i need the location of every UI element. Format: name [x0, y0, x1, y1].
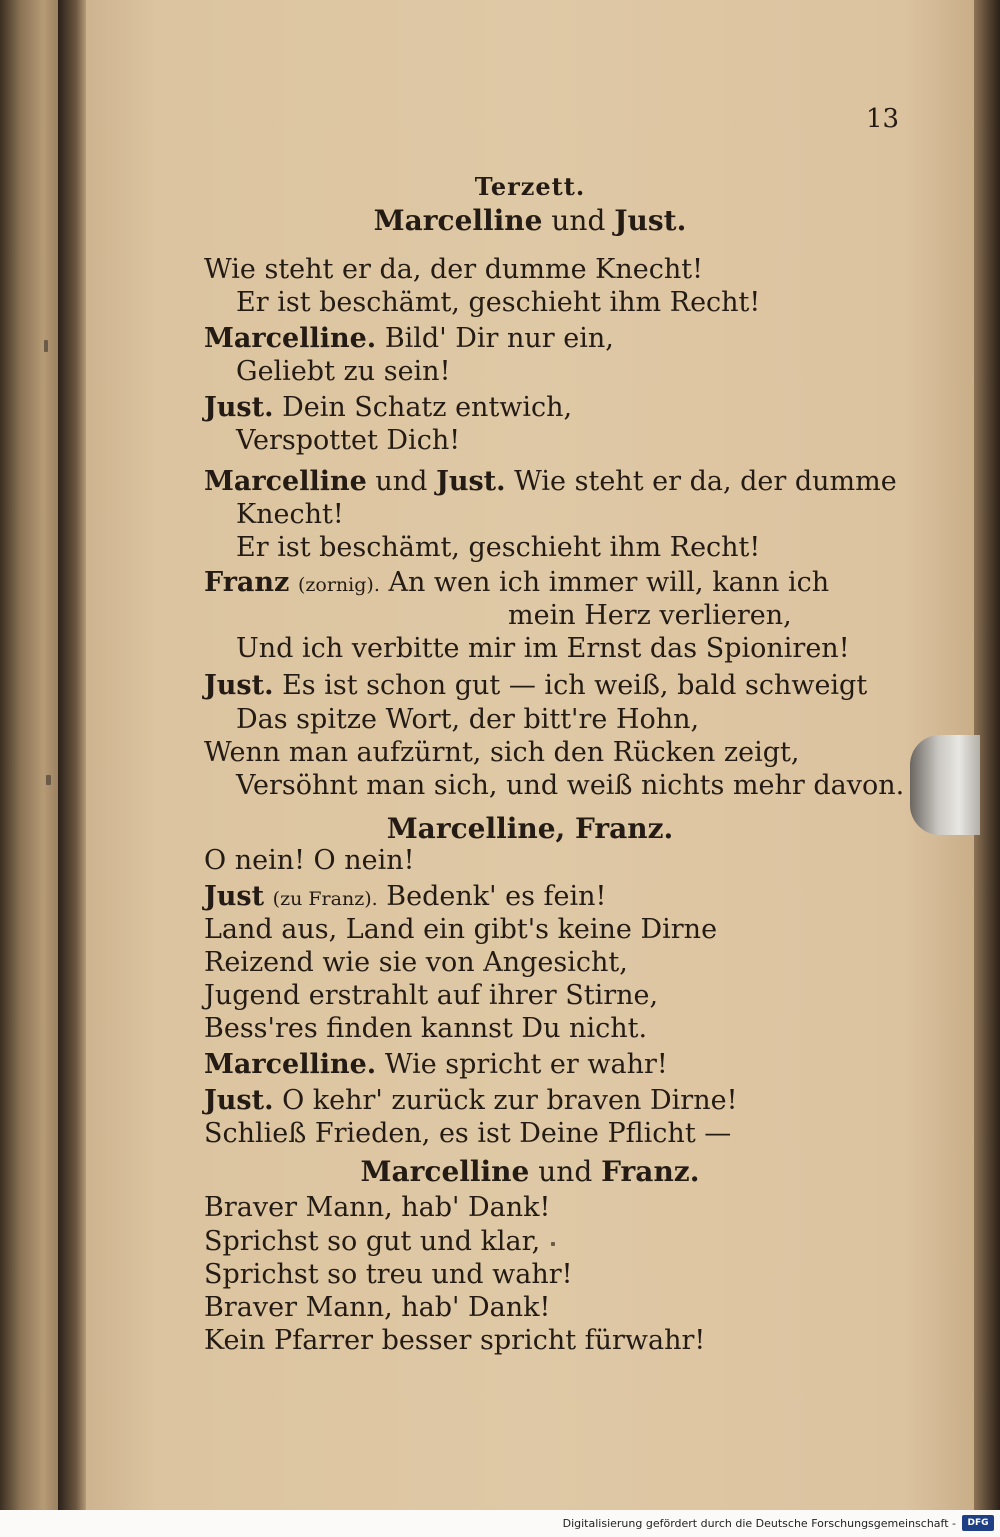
stage-direction: (zu Franz).: [272, 888, 378, 910]
speaker-name: Franz.: [601, 1155, 700, 1188]
speaker-name: Just.: [436, 466, 506, 497]
verse-line: [204, 566, 829, 602]
page-number: 13: [866, 104, 900, 134]
stage-direction: (zornig).: [297, 574, 380, 596]
verse-line: [204, 1048, 668, 1082]
verse-line: Wenn man aufzürnt, sich den Rücken zeigt,: [204, 737, 800, 768]
verse-line: Bess'res finden kannst Du nicht.: [204, 1013, 648, 1044]
verse-line: Braver Mann, hab' Dank!: [204, 1192, 551, 1223]
line-text: Wie spricht er wahr!: [384, 1049, 668, 1080]
verse-line: Land aus, Land ein gibt's keine Dirne: [204, 914, 718, 945]
verse-line: Er ist beschämt, geschieht ihm Recht!: [236, 287, 761, 318]
verse-line: Sprichst so gut und klar,: [204, 1226, 541, 1257]
section-title: Terzett.: [474, 172, 586, 201]
verse-line: Sprichst so treu und wahr!: [204, 1259, 573, 1290]
character-heading: [86, 204, 974, 237]
verse-line: Und ich verbitte mir im Ernst das Spioniren!: [236, 633, 850, 664]
verse-line: mein Herz verlieren,: [508, 600, 792, 631]
speaker-name: Franz: [204, 567, 290, 598]
line-text: Bedenk' es fein!: [386, 881, 607, 912]
book-gutter: [58, 0, 88, 1537]
speaker-name: Just.: [614, 204, 687, 237]
line-text: Wie steht er da, der dumme: [514, 466, 897, 497]
thumb-tab: [910, 735, 980, 835]
facing-page-edge: [0, 0, 58, 1537]
character-heading: Marcelline, Franz.: [386, 812, 674, 845]
verse-line: Schließ Frieden, es ist Deine Pflicht —: [204, 1118, 732, 1149]
verse-line: Geliebt zu sein!: [236, 356, 451, 387]
book-page: [86, 0, 974, 1510]
speaker-name: Just.: [204, 392, 274, 423]
character-heading: [86, 1155, 974, 1188]
verse-line: Das spitze Wort, der bitt're Hohn,: [236, 704, 700, 735]
speaker-name: Marcelline.: [204, 1049, 377, 1080]
speaker-name: Marcelline: [360, 1155, 530, 1188]
conjunction: und: [538, 1155, 593, 1188]
verse-line: Kein Pfarrer besser spricht fürwahr!: [204, 1325, 706, 1356]
verse-line: [204, 322, 614, 356]
line-text: An wen ich immer will, kann ich: [388, 567, 830, 598]
verse-line: [204, 465, 897, 499]
verse-line: Jugend erstrahlt auf ihrer Stirne,: [204, 980, 659, 1011]
verse-line: [204, 1084, 737, 1118]
verse-line: Versöhnt man sich, und weiß nichts mehr davon.: [236, 770, 905, 801]
verse-line: Er ist beschämt, geschieht ihm Recht!: [236, 532, 761, 563]
dfg-logo: DFG: [962, 1515, 994, 1531]
speaker-name: Marcelline: [204, 466, 367, 497]
speaker-name: Just.: [204, 670, 274, 701]
verse-line: [204, 669, 867, 703]
line-text: Bild' Dir nur ein,: [384, 323, 614, 354]
ink-mark: [551, 1242, 555, 1246]
speaker-name: Marcelline.: [204, 323, 377, 354]
line-text: Es ist schon gut — ich weiß, bald schweigt: [282, 670, 868, 701]
line-text: Dein Schatz entwich,: [282, 392, 573, 423]
verse-line: Reizend wie sie von Angesicht,: [204, 947, 628, 978]
verse-line: O nein! O nein!: [204, 845, 415, 876]
ink-mark: [44, 340, 48, 352]
speaker-name: Marcelline: [373, 204, 543, 237]
ink-mark: [46, 775, 51, 785]
verse-line: [204, 391, 572, 425]
verse-line: Knecht!: [236, 499, 344, 530]
verse-line: Wie steht er da, der dumme Knecht!: [204, 254, 703, 285]
conjunction: und: [375, 466, 428, 497]
verse-line: [204, 880, 606, 916]
digitization-credit: Digitalisierung gefördert durch die Deutsche Forschungsgemeinschaft -: [562, 1517, 956, 1530]
speaker-name: Just.: [204, 1085, 274, 1116]
verse-line: Braver Mann, hab' Dank!: [204, 1292, 551, 1323]
line-text: O kehr' zurück zur braven Dirne!: [282, 1085, 738, 1116]
verse-line: Verspottet Dich!: [236, 425, 461, 456]
speaker-name: Just: [204, 881, 265, 912]
conjunction: und: [551, 204, 606, 237]
